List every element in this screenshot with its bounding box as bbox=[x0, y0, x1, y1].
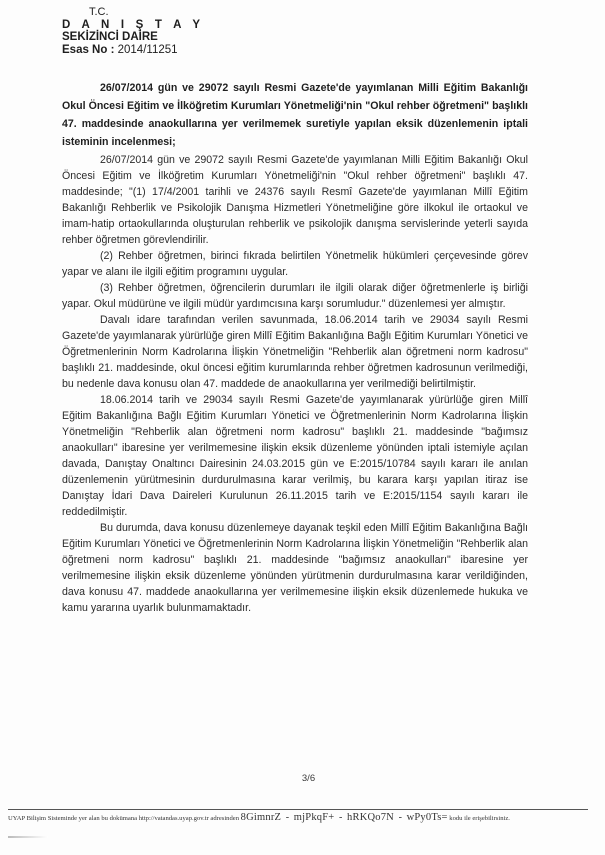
body-paragraph: (2) Rehber öğretmen, birinci fıkrada belirtilen Yönetmelik hükümleri çerçevesinde görev yapar ve alanı ile ilgili eğitim programını uygular. bbox=[62, 250, 528, 278]
code-separator: - bbox=[339, 812, 343, 823]
body-paragraph: 18.06.2014 tarih ve 29034 sayılı Resmi Gazete'de yayımlanarak yürürlüğe giren Millî Eğitim Bakanlığına Bağlı Eğitim Kurumları Yönetici ve Öğretmenlerinin Norm Kadrolarına İlişkin Yönetmeliğin "Rehberlik alan öğretmeni norm kadrosu" başlıklı 21. maddesinde "bağımsız anaokulları" ibaresine yer verilmemesine ilişkin eksik düzenleme yönünden iptali istemiyle açılan davada, Danıştay Onaltıncı Dairesinin 24.03.2015 gün ve E:2015/10784 sayılı kararı ile anılan düzenlemenin yürütmesinin durdurulmasına karar verilmiş, bu karara karşı yapılan itiraz ise Danıştay İdari Dava Daireleri Kurulunun 26.11.2015 tarih ve E:2015/1154 sayılı kararı ile reddedilmiştir. bbox=[62, 394, 528, 518]
case-number-label: Esas No : bbox=[62, 43, 115, 56]
case-number-value: 2014/11251 bbox=[117, 43, 178, 56]
body-paragraph: Davalı idare tarafından verilen savunmada, 18.06.2014 tarih ve 29034 sayılı Resmi Gazete'de yayımlanarak yürürlüğe giren Millî Eğitim Bakanlığına Bağlı Eğitim Kurumları Yönetici ve Öğretmenlerinin Norm Kadrolarına İlişkin Yönetmeliğin "Rehberlik alan öğretmeni norm kadrosu" başlıklı 21. maddesinde, okul öncesi eğitim kurumlarında rehber öğretmen kadrosunun verilmediği, bu nedenle dava konusu olan 47. maddede de anaokullarına yer verilmediği belirtilmiştir. bbox=[62, 314, 528, 390]
page-number: 3/6 bbox=[301, 773, 316, 784]
access-code: hRKQo7N bbox=[347, 812, 394, 823]
scan-artifact bbox=[8, 836, 48, 838]
access-code: 8GimnrZ bbox=[240, 812, 282, 823]
case-number-line bbox=[62, 44, 204, 57]
body-paragraph: 26/07/2014 gün ve 29072 sayılı Resmi Gazete'de yayımlanan Milli Eğitim Bakanlığı Okul Öncesi Eğitim ve İlköğretim Kurumları Yönetmeliği'nin "Okul rehber öğretmeni" başlıklı 47. maddesinde; "(1) 17/4/2001 tarihli ve 24376 sayılı Resmî Gazete'de yayımlanan Millî Eğitim Bakanlığı Rehberlik ve Psikolojik Danışma Hizmetleri Yönetmeliğine göre ilkokul ile ortaokul ve imam-hatip ortaokullarında oluşturulan rehberlik ve psikolojik danışma servislerinde yeterli sayıda rehber öğretmen görevlendirilir. bbox=[62, 154, 528, 246]
access-code: mjPkqF+ bbox=[293, 812, 335, 823]
footer-prefix: UYAP Bilişim Sisteminde yer alan bu dokümana http://vatandas.uyap.gov.tr adresinden bbox=[8, 815, 239, 822]
body-paragraph: (3) Rehber öğretmen, öğrencilerin durumları ile ilgili olarak diğer öğretmenlerle iş birliği yapar. Okul müdürüne ve ilgili müdür yardımcısına karşı sorumludur." düzenlemesi yer almıştır. bbox=[62, 282, 528, 310]
footer-suffix: kodu ile erişebilirsiniz. bbox=[449, 815, 510, 822]
chamber-name: SEKİZİNCİ DAİRE bbox=[62, 31, 158, 43]
code-separator: - bbox=[285, 812, 290, 823]
subject-paragraph: 26/07/2014 gün ve 29072 sayılı Resmi Gazete'de yayımlanan Milli Eğitim Bakanlığı Okul Öncesi Eğitim ve İlköğretim Kurumları Yönetmeliği'nin "Okul rehber öğretmeni" başlıklı 47. maddesinde anaokullarına yer verilmemek suretiyle yapılan eksik düzenlemenin iptali isteminin incelenmesi; bbox=[62, 82, 528, 148]
footer-divider bbox=[8, 809, 588, 810]
uyap-footer bbox=[8, 812, 598, 823]
court-name: D A N I Ş T A Y bbox=[62, 18, 205, 31]
document-body bbox=[62, 79, 528, 616]
code-separator: - bbox=[398, 812, 402, 823]
body-paragraph: Bu durumda, dava konusu düzenlemeye dayanak teşkil eden Millî Eğitim Bakanlığına Bağlı Eğitim Kurumları Yönetici ve Öğretmenlerinin Norm Kadrolarına İlişkin Yönetmeliğin "Rehberlik alan öğretmeni norm kadrosu" başlıklı 21. maddesinde "bağımsız anaokulları" ibaresine yer verilmemesine ilişkin eksik düzenleme yönünden yürütmenin durdurulmasına karar verildiğinden, dava konusu 47. maddede anaokullarına yer verilmemesine ilişkin eksik düzenlemede hukuka ve kamu yararına uyarlık bulunmamaktadır. bbox=[62, 522, 528, 614]
access-code: wPy0Ts= bbox=[406, 812, 448, 823]
republic-abbreviation: T.C. bbox=[89, 6, 109, 18]
document-header bbox=[62, 6, 204, 56]
